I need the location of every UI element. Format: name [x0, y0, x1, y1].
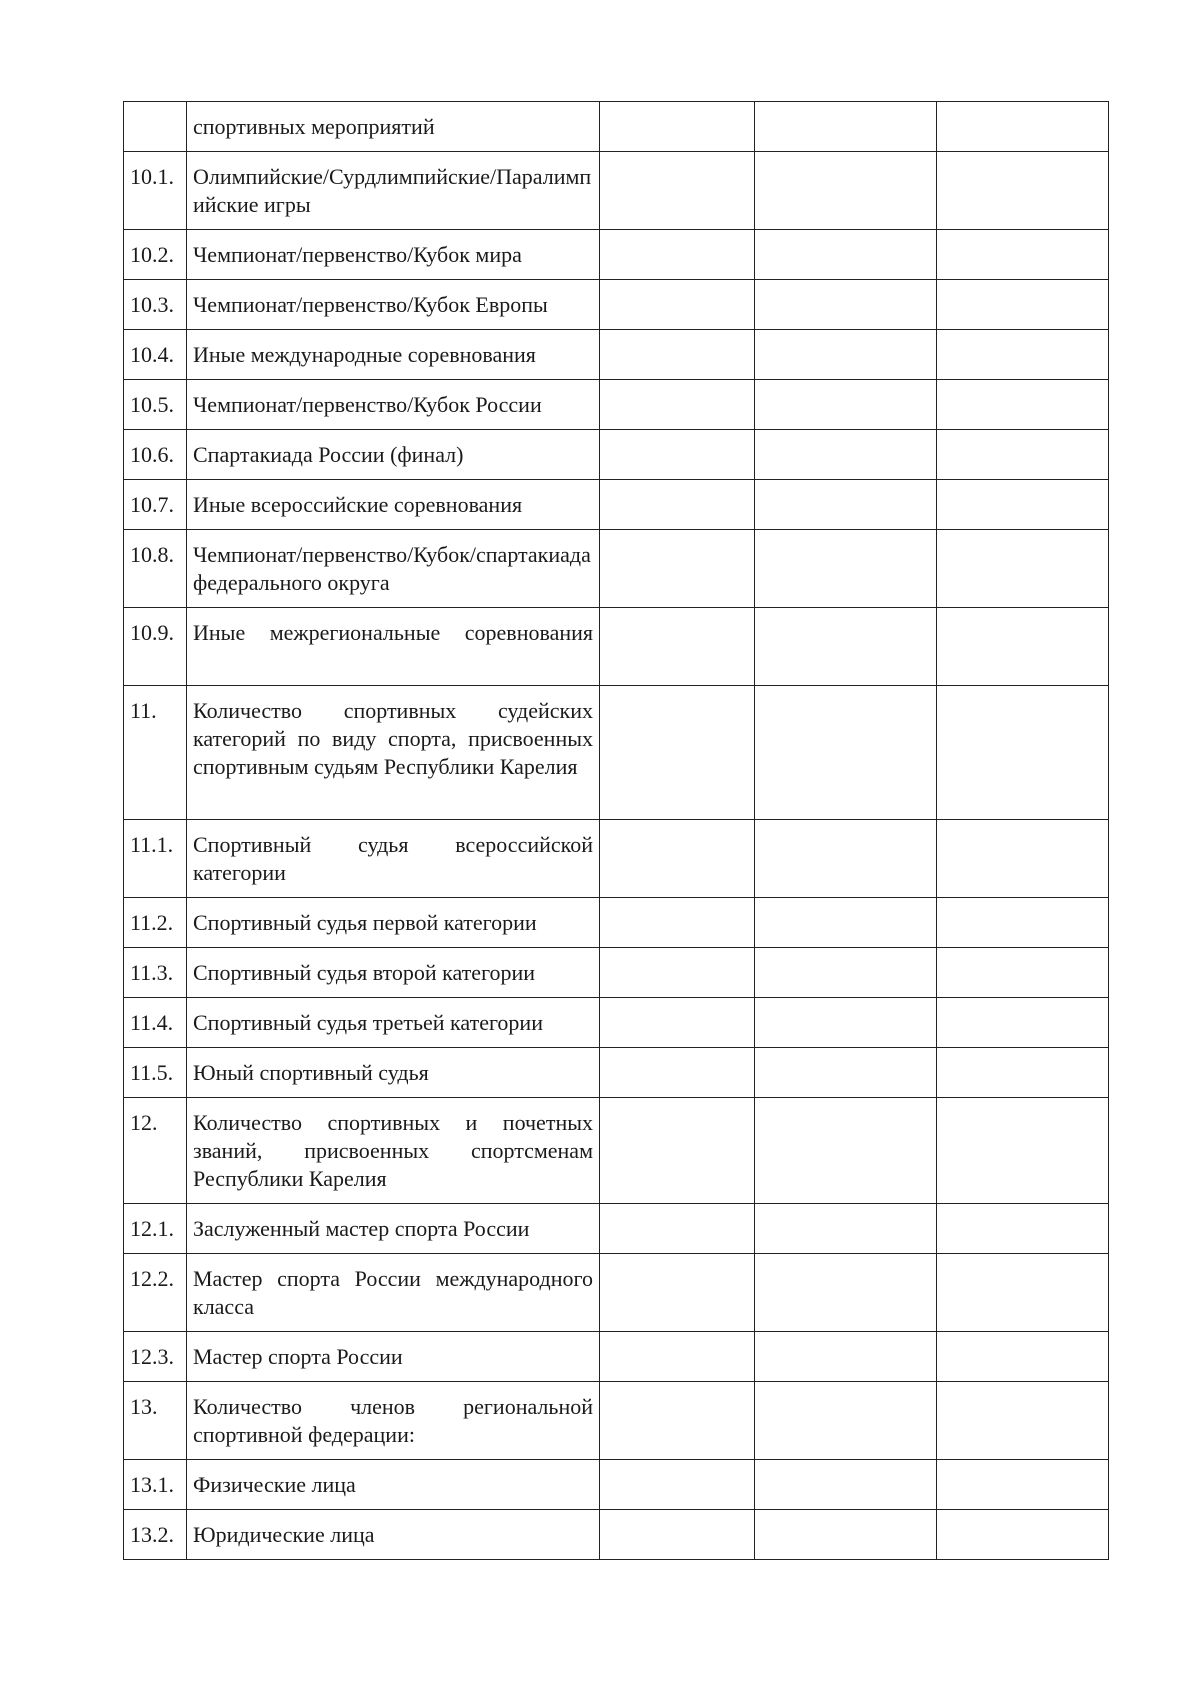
row-number: 11.1. — [124, 820, 187, 898]
value-cell — [755, 330, 937, 380]
value-cell — [755, 1098, 937, 1204]
value-cell — [937, 1510, 1109, 1560]
value-cell — [600, 1098, 755, 1204]
value-cell — [600, 998, 755, 1048]
row-number: 10.7. — [124, 480, 187, 530]
value-cell — [937, 898, 1109, 948]
row-number: 12. — [124, 1098, 187, 1204]
value-cell — [755, 530, 937, 608]
report-table-body — [124, 102, 1109, 1560]
table-row — [124, 280, 1109, 330]
value-cell — [937, 998, 1109, 1048]
value-cell — [755, 380, 937, 430]
row-number: 10.4. — [124, 330, 187, 380]
row-number: 13. — [124, 1382, 187, 1460]
row-number: 11.3. — [124, 948, 187, 998]
value-cell — [937, 230, 1109, 280]
value-cell — [755, 1204, 937, 1254]
value-cell — [600, 686, 755, 820]
row-description: Чемпионат/первенство/Кубок России — [187, 380, 600, 430]
value-cell — [937, 102, 1109, 152]
value-cell — [937, 480, 1109, 530]
table-row — [124, 820, 1109, 898]
row-number: 10.6. — [124, 430, 187, 480]
row-number: 11. — [124, 686, 187, 820]
row-description: Юный спортивный судья — [187, 1048, 600, 1098]
value-cell — [937, 686, 1109, 820]
value-cell — [755, 948, 937, 998]
value-cell — [755, 1048, 937, 1098]
row-description: Олимпийские/Сурдлимпийские/Паралимпийские игры — [187, 152, 600, 230]
value-cell — [600, 430, 755, 480]
row-description-text: Иные межрегиональные соревнования — [193, 620, 593, 645]
table-row — [124, 102, 1109, 152]
value-cell — [600, 1048, 755, 1098]
row-description: Заслуженный мастер спорта России — [187, 1204, 600, 1254]
row-number: 11.4. — [124, 998, 187, 1048]
value-cell — [600, 820, 755, 898]
row-description: Мастер спорта России — [187, 1332, 600, 1382]
value-cell — [600, 1510, 755, 1560]
table-row — [124, 686, 1109, 820]
row-description: Спортивный судья всероссийской категории — [187, 820, 600, 898]
value-cell — [937, 608, 1109, 686]
value-cell — [755, 152, 937, 230]
table-row — [124, 230, 1109, 280]
row-number: 13.1. — [124, 1460, 187, 1510]
table-row — [124, 430, 1109, 480]
value-cell — [937, 430, 1109, 480]
table-row — [124, 1048, 1109, 1098]
value-cell — [600, 1460, 755, 1510]
value-cell — [600, 948, 755, 998]
row-number: 11.5. — [124, 1048, 187, 1098]
table-row — [124, 1382, 1109, 1460]
table-row — [124, 530, 1109, 608]
row-number: 10.1. — [124, 152, 187, 230]
value-cell — [600, 102, 755, 152]
value-cell — [600, 330, 755, 380]
value-cell — [600, 608, 755, 686]
value-cell — [937, 1254, 1109, 1332]
value-cell — [755, 430, 937, 480]
value-cell — [600, 1332, 755, 1382]
value-cell — [755, 686, 937, 820]
row-number: 13.2. — [124, 1510, 187, 1560]
row-description: Иные международные соревнования — [187, 330, 600, 380]
row-description: Чемпионат/первенство/Кубок Европы — [187, 280, 600, 330]
row-number: 12.1. — [124, 1204, 187, 1254]
value-cell — [755, 898, 937, 948]
row-description: Спортивный судья второй категории — [187, 948, 600, 998]
value-cell — [600, 480, 755, 530]
value-cell — [937, 820, 1109, 898]
value-cell — [937, 1048, 1109, 1098]
value-cell — [937, 1460, 1109, 1510]
row-description: Юридические лица — [187, 1510, 600, 1560]
value-cell — [937, 280, 1109, 330]
row-number: 10.5. — [124, 380, 187, 430]
table-row — [124, 1204, 1109, 1254]
row-description — [187, 608, 600, 686]
value-cell — [755, 230, 937, 280]
row-number — [124, 102, 187, 152]
table-row — [124, 1510, 1109, 1560]
value-cell — [600, 380, 755, 430]
row-description: Спартакиада России (финал) — [187, 430, 600, 480]
row-description: Чемпионат/первенство/Кубок мира — [187, 230, 600, 280]
row-number: 12.2. — [124, 1254, 187, 1332]
value-cell — [755, 1254, 937, 1332]
value-cell — [937, 1382, 1109, 1460]
table-row — [124, 948, 1109, 998]
value-cell — [755, 1510, 937, 1560]
value-cell — [600, 280, 755, 330]
table-row — [124, 1460, 1109, 1510]
value-cell — [755, 102, 937, 152]
table-row — [124, 380, 1109, 430]
value-cell — [937, 152, 1109, 230]
row-description: Физические лица — [187, 1460, 600, 1510]
row-description: Количество спортивных и почетных званий, присвоенных спортсменам Республики Карелия — [187, 1098, 600, 1204]
table-row — [124, 1332, 1109, 1382]
row-description: Количество членов региональной спортивной федерации: — [187, 1382, 600, 1460]
value-cell — [937, 1098, 1109, 1204]
row-description: Спортивный судья третьей категории — [187, 998, 600, 1048]
value-cell — [755, 1460, 937, 1510]
table-row — [124, 480, 1109, 530]
row-number: 10.8. — [124, 530, 187, 608]
row-number: 10.3. — [124, 280, 187, 330]
row-description: Спортивный судья первой категории — [187, 898, 600, 948]
value-cell — [937, 948, 1109, 998]
row-description: Чемпионат/первенство/Кубок/спартакиада федерального округа — [187, 530, 600, 608]
table-row — [124, 608, 1109, 686]
value-cell — [755, 608, 937, 686]
value-cell — [937, 530, 1109, 608]
value-cell — [937, 330, 1109, 380]
table-row — [124, 152, 1109, 230]
value-cell — [755, 820, 937, 898]
value-cell — [755, 480, 937, 530]
value-cell — [937, 380, 1109, 430]
value-cell — [600, 1204, 755, 1254]
value-cell — [755, 280, 937, 330]
value-cell — [600, 530, 755, 608]
value-cell — [755, 1332, 937, 1382]
row-description: Количество спортивных судейских категорий по виду спорта, присвоенных спортивным судьям Республики Карелия — [187, 686, 600, 820]
table-row — [124, 1098, 1109, 1204]
row-description: Мастер спорта России международного класса — [187, 1254, 600, 1332]
value-cell — [755, 1382, 937, 1460]
row-number: 11.2. — [124, 898, 187, 948]
row-number: 12.3. — [124, 1332, 187, 1382]
value-cell — [600, 898, 755, 948]
row-description: спортивных мероприятий — [187, 102, 600, 152]
table-row — [124, 330, 1109, 380]
value-cell — [755, 998, 937, 1048]
table-row — [124, 1254, 1109, 1332]
table-row — [124, 898, 1109, 948]
value-cell — [600, 1254, 755, 1332]
table-row — [124, 998, 1109, 1048]
value-cell — [600, 152, 755, 230]
row-number: 10.9. — [124, 608, 187, 686]
value-cell — [937, 1332, 1109, 1382]
value-cell — [600, 230, 755, 280]
row-number: 10.2. — [124, 230, 187, 280]
value-cell — [600, 1382, 755, 1460]
value-cell — [937, 1204, 1109, 1254]
row-description: Иные всероссийские соревнования — [187, 480, 600, 530]
report-table — [123, 101, 1109, 1560]
